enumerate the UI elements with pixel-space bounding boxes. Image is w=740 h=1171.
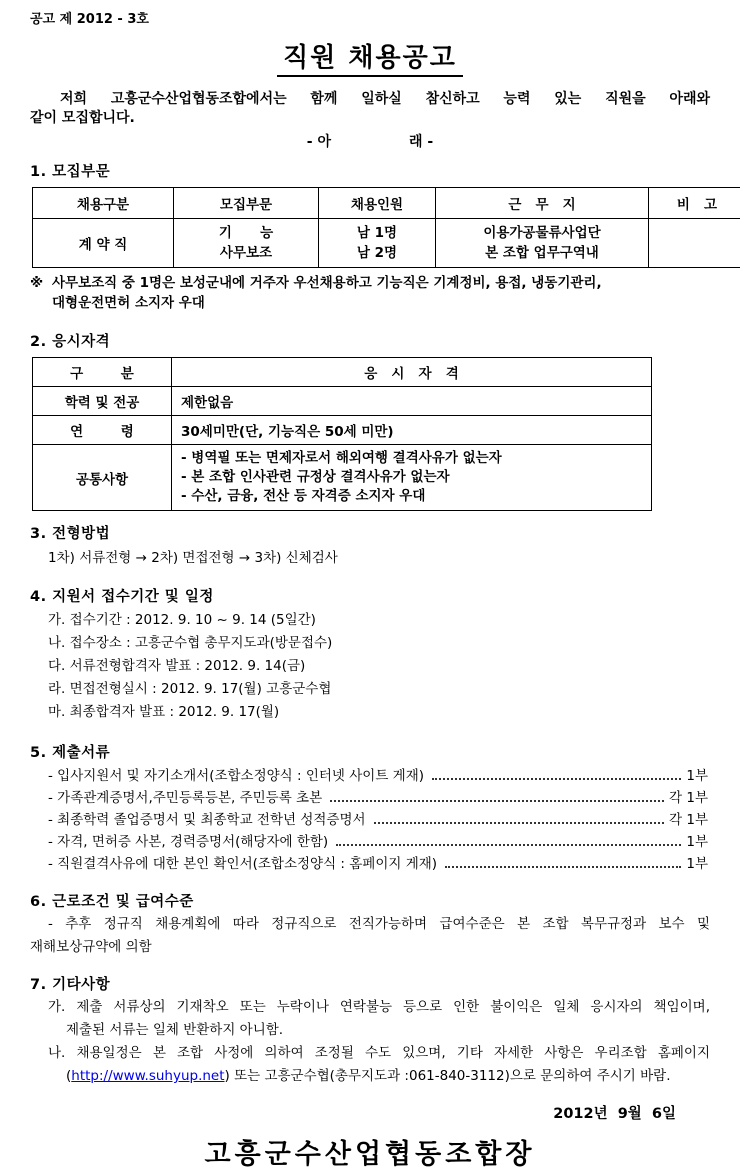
table-data-row <box>33 416 652 445</box>
recruitment-note <box>30 273 710 313</box>
etc-item-ga-line: 제출된 서류는 일체 반환하지 아니함. <box>30 1019 710 1042</box>
dot-leader <box>330 800 664 802</box>
header-cell-type: 채용구분 <box>33 188 174 219</box>
below-marker: - 아 래 - <box>30 131 710 151</box>
dot-leader <box>374 822 665 824</box>
document-title: 직원 채용공고 <box>277 37 463 77</box>
cell-age-label: 연 령 <box>33 416 172 445</box>
table-header-row <box>33 358 652 387</box>
cell-common-label: 공통사항 <box>33 445 172 511</box>
header-cell-qualification: 응 시 자 격 <box>172 358 652 387</box>
schedule-item: 다. 서류전형합격자 발표 : 2012. 9. 14(금) <box>30 655 710 678</box>
document-label: - 최종학력 졸업증명서 및 최종학교 전학년 성적증명서 <box>48 809 366 831</box>
document-count: 각 1부 <box>669 787 708 809</box>
header-cell-location: 근 무 지 <box>436 188 649 219</box>
document-item <box>30 853 708 875</box>
notice-number: 공고 제 2012 - 3호 <box>30 8 710 27</box>
table-data-row <box>33 387 652 416</box>
document-list <box>30 765 708 875</box>
work-condition-line: 재해보상규약에 의함 <box>30 936 710 959</box>
etc-list <box>30 996 710 1088</box>
note-line: 대형운전면허 소지자 우대 <box>52 293 710 313</box>
title-row <box>30 37 710 77</box>
dot-leader <box>336 844 681 846</box>
document-item <box>30 765 708 787</box>
section7-heading: 7. 기타사항 <box>30 973 710 994</box>
document-label: - 가족관계증명서,주민등록등본, 주민등록 초본 <box>48 787 322 809</box>
cell-line: 남 1명 <box>323 223 431 243</box>
header-cell-part: 모집부문 <box>174 188 319 219</box>
contact-text: ) 또는 고흥군수협(총무지도과 :061-840-3112)으로 문의하여 주시기 바람. <box>225 1068 671 1084</box>
cell-age-value: 30세미만(단, 기능직은 50세 미만) <box>172 416 652 445</box>
asterisk-marker: ※ <box>30 273 52 313</box>
schedule-item: 나. 접수장소 : 고흥군수협 총무지도과(방문접수) <box>30 632 710 655</box>
document-item <box>30 831 708 853</box>
cell-line: 본 조합 업무구역내 <box>440 243 644 263</box>
etc-item-na-line: 나. 채용일정은 본 조합 사정에 의하여 조정될 수도 있으며, 기타 자세한 사항은 우리조합 홈페이지 <box>30 1042 710 1065</box>
intro-line: 저희 고흥군수산업협동조합에서는 함께 일하실 참신하고 능력 있는 직원을 아래와 <box>30 90 710 109</box>
intro-line: 같이 모집합니다. <box>30 109 710 128</box>
document-item <box>30 787 708 809</box>
cell-line: 기 능 <box>178 223 314 243</box>
selection-process-line: 1차) 서류전형 → 2차) 면접전형 → 3차) 신체검사 <box>30 547 710 570</box>
section3-heading: 3. 전형방법 <box>30 522 710 543</box>
cell-line: 사무보조 <box>178 243 314 263</box>
intro-paragraph <box>30 90 710 128</box>
note-line: 사무보조직 중 1명은 보성군내에 거주자 우선채용하고 기능직은 기계정비, 용접, 냉동기관리, <box>52 273 710 293</box>
cell-work-location <box>436 219 649 268</box>
cell-line: - 병역필 또는 면제자로서 해외여행 결격사유가 없는자 <box>181 449 647 468</box>
table-header-row <box>33 188 740 219</box>
issue-date: 2012년 9월 6일 <box>30 1102 710 1123</box>
header-cell-count: 채용인원 <box>319 188 436 219</box>
cell-recruit-part <box>174 219 319 268</box>
header-cell-remark: 비 고 <box>649 188 740 219</box>
cell-education-label: 학력 및 전공 <box>33 387 172 416</box>
table-data-row <box>33 445 652 511</box>
schedule-item: 마. 최종합격자 발표 : 2012. 9. 17(월) <box>30 701 710 724</box>
section4-heading: 4. 지원서 접수기간 및 일정 <box>30 585 710 606</box>
document-page <box>18 0 722 1008</box>
section6-heading: 6. 근로조건 및 급여수준 <box>30 890 710 911</box>
cell-headcount <box>319 219 436 268</box>
signature-title: 고흥군수산업협동조합장 <box>30 1132 710 1171</box>
table-data-row <box>33 219 740 268</box>
cell-remark <box>649 219 740 268</box>
section5-heading: 5. 제출서류 <box>30 741 710 762</box>
document-count: 1부 <box>686 853 708 875</box>
cell-line: - 본 조합 인사관련 규정상 결격사유가 없는자 <box>181 468 647 487</box>
etc-item-na-line <box>30 1065 710 1088</box>
cell-education-value: 제한없음 <box>172 387 652 416</box>
qualification-table <box>32 357 652 511</box>
section2-heading: 2. 응시자격 <box>30 330 710 351</box>
paren-open: ( <box>66 1068 71 1084</box>
document-label: - 입사지원서 및 자기소개서(조합소정양식 : 인터넷 사이트 게재) <box>48 765 424 787</box>
dot-leader <box>432 778 681 780</box>
document-label: - 자격, 면허증 사본, 경력증명서(해당자에 한함) <box>48 831 328 853</box>
cell-line: 남 2명 <box>323 243 431 263</box>
note-text <box>52 273 710 313</box>
document-item <box>30 809 708 831</box>
work-condition-line: - 추후 정규직 채용계획에 따라 정규직으로 전직가능하며 급여수준은 본 조합 복무규정과 보수 및 <box>30 913 710 936</box>
homepage-link[interactable]: http://www.suhyup.net <box>71 1068 224 1084</box>
schedule-item: 가. 접수기간 : 2012. 9. 10 ~ 9. 14 (5일간) <box>30 609 710 632</box>
document-label: - 직원결격사유에 대한 본인 확인서(조합소정양식 : 홈페이지 게재) <box>48 853 437 875</box>
cell-common-values <box>172 445 652 511</box>
etc-item-ga-line: 가. 제출 서류상의 기재착오 또는 누락이나 연락불능 등으로 인한 불이익은 일체 응시자의 책임이며, <box>30 996 710 1019</box>
cell-employment-type: 계 약 직 <box>33 219 174 268</box>
document-count: 1부 <box>686 765 708 787</box>
section1-heading: 1. 모집부문 <box>30 160 710 181</box>
work-condition-paragraph <box>30 913 710 959</box>
dot-leader <box>445 866 681 868</box>
document-count: 1부 <box>686 831 708 853</box>
cell-line: - 수산, 금융, 전산 등 자격증 소지자 우대 <box>181 487 647 506</box>
recruitment-table <box>32 187 740 268</box>
schedule-list <box>30 609 710 724</box>
header-cell-category: 구 분 <box>33 358 172 387</box>
schedule-item: 라. 면접전형실시 : 2012. 9. 17(월) 고흥군수협 <box>30 678 710 701</box>
document-count: 각 1부 <box>669 809 708 831</box>
cell-line: 이용가공물류사업단 <box>440 223 644 243</box>
